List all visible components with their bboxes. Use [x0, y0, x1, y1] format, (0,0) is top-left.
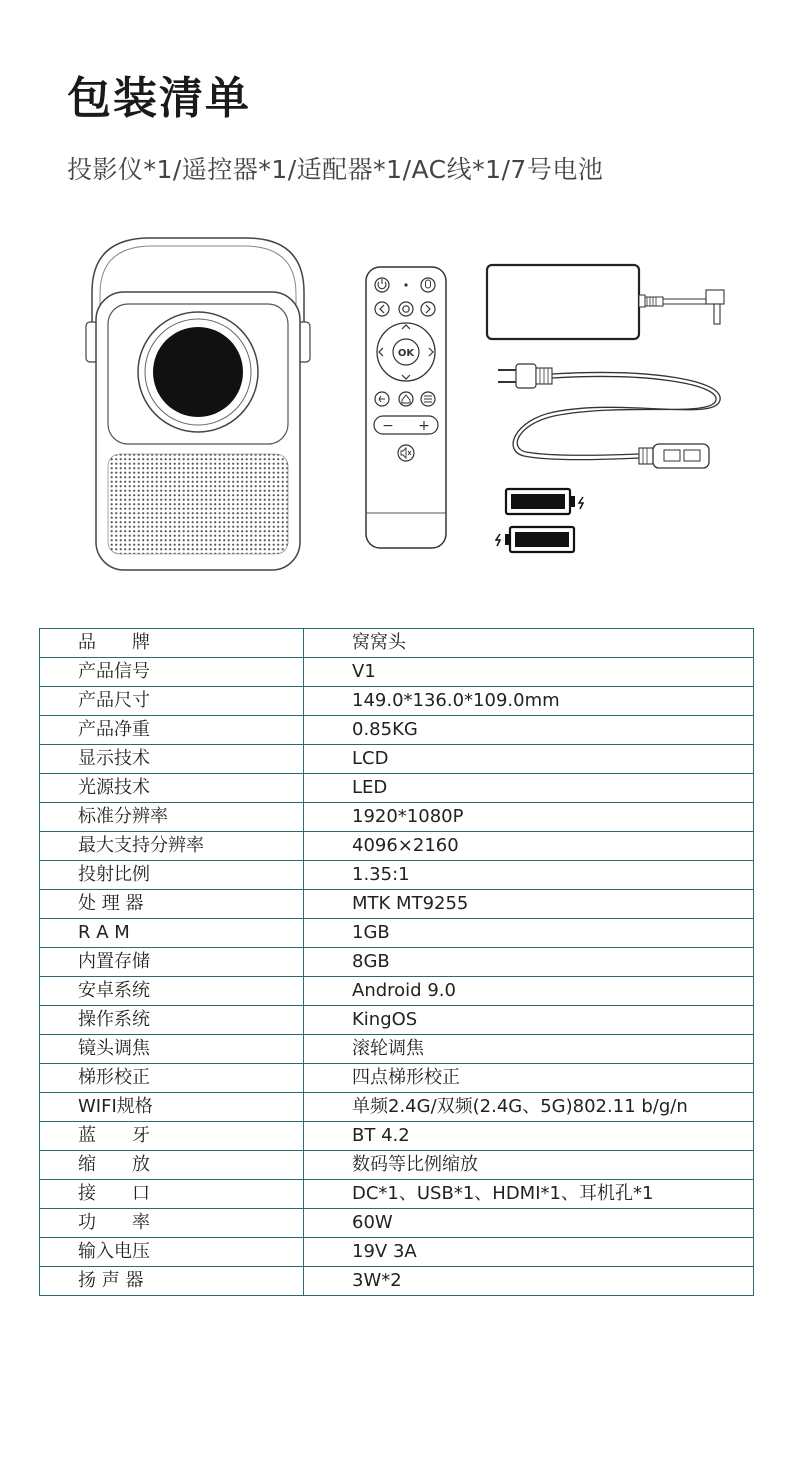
table-row	[40, 1122, 754, 1151]
spec-value: 3W*2	[304, 1267, 754, 1296]
batteries-illustration	[490, 485, 600, 560]
settings-icon	[399, 302, 413, 316]
power-icon	[375, 278, 389, 292]
spec-label: 镜头调焦	[40, 1035, 304, 1064]
remote-control-illustration	[364, 265, 448, 550]
spec-value: 1.35:1	[304, 861, 754, 890]
spec-label: 产品净重	[40, 716, 304, 745]
back-icon	[375, 392, 389, 406]
spec-value: 19V 3A	[304, 1238, 754, 1267]
volume-down-label: −	[382, 418, 394, 434]
table-row	[40, 1093, 754, 1122]
spec-label: 功 率	[40, 1209, 304, 1238]
table-row	[40, 687, 754, 716]
spec-label: 梯形校正	[40, 1064, 304, 1093]
table-row	[40, 919, 754, 948]
spec-value: Android 9.0	[304, 977, 754, 1006]
table-row	[40, 977, 754, 1006]
spec-label: 产品尺寸	[40, 687, 304, 716]
spec-value: 滚轮调焦	[304, 1035, 754, 1064]
table-row	[40, 774, 754, 803]
left-icon	[375, 302, 389, 316]
table-row	[40, 658, 754, 687]
package-contents: 投影仪*1/遥控器*1/适配器*1/AC线*1/7号电池	[67, 155, 604, 184]
spec-label: 标准分辨率	[40, 803, 304, 832]
table-row	[40, 629, 754, 658]
power-adapter-illustration	[484, 262, 734, 342]
table-row	[40, 1006, 754, 1035]
table-row	[40, 1064, 754, 1093]
spec-value: BT 4.2	[304, 1122, 754, 1151]
table-row	[40, 948, 754, 977]
spec-value: MTK MT9255	[304, 890, 754, 919]
table-row	[40, 1209, 754, 1238]
spec-value: V1	[304, 658, 754, 687]
spec-table	[39, 628, 754, 1296]
spec-label: 内置存储	[40, 948, 304, 977]
spec-value: 1920*1080P	[304, 803, 754, 832]
spec-value: 窝窝头	[304, 629, 754, 658]
projector-illustration	[78, 232, 318, 577]
table-row	[40, 716, 754, 745]
table-row	[40, 1180, 754, 1209]
battery-icon	[506, 489, 583, 514]
spec-value: KingOS	[304, 1006, 754, 1035]
mic-icon	[421, 278, 435, 292]
table-row	[40, 803, 754, 832]
spec-label: 安卓系统	[40, 977, 304, 1006]
spec-label: 操作系统	[40, 1006, 304, 1035]
spec-value: 4096×2160	[304, 832, 754, 861]
volume-up-label: +	[418, 418, 430, 434]
spec-label: R A M	[40, 919, 304, 948]
spec-label: 最大支持分辨率	[40, 832, 304, 861]
table-row	[40, 890, 754, 919]
table-row	[40, 745, 754, 774]
spec-label: 品 牌	[40, 629, 304, 658]
spec-value: LCD	[304, 745, 754, 774]
spec-label: WIFI规格	[40, 1093, 304, 1122]
right-icon	[421, 302, 435, 316]
table-row	[40, 832, 754, 861]
spec-value: LED	[304, 774, 754, 803]
ok-button-label: OK	[397, 348, 415, 359]
menu-icon	[421, 392, 435, 406]
spec-value: 1GB	[304, 919, 754, 948]
spec-value: 0.85KG	[304, 716, 754, 745]
table-row	[40, 1151, 754, 1180]
spec-label: 接 口	[40, 1180, 304, 1209]
table-row	[40, 861, 754, 890]
spec-value: 8GB	[304, 948, 754, 977]
battery-icon	[496, 527, 574, 552]
spec-label: 扬 声 器	[40, 1267, 304, 1296]
spec-label: 光源技术	[40, 774, 304, 803]
spec-label: 蓝 牙	[40, 1122, 304, 1151]
spec-label: 投射比例	[40, 861, 304, 890]
table-row	[40, 1267, 754, 1296]
spec-label: 缩 放	[40, 1151, 304, 1180]
ac-cable-illustration	[494, 356, 734, 476]
table-row	[40, 1238, 754, 1267]
spec-label: 输入电压	[40, 1238, 304, 1267]
spec-value: 60W	[304, 1209, 754, 1238]
page-title: 包装清单	[67, 73, 251, 124]
spec-label: 处 理 器	[40, 890, 304, 919]
spec-value: 149.0*136.0*109.0mm	[304, 687, 754, 716]
home-icon	[399, 392, 413, 406]
spec-value: DC*1、USB*1、HDMI*1、耳机孔*1	[304, 1180, 754, 1209]
spec-label: 产品信号	[40, 658, 304, 687]
mute-icon	[398, 445, 414, 461]
spec-label: 显示技术	[40, 745, 304, 774]
table-row	[40, 1035, 754, 1064]
spec-value: 四点梯形校正	[304, 1064, 754, 1093]
spec-value: 数码等比例缩放	[304, 1151, 754, 1180]
spec-value: 单频2.4G/双频(2.4G、5G)802.11 b/g/n	[304, 1093, 754, 1122]
